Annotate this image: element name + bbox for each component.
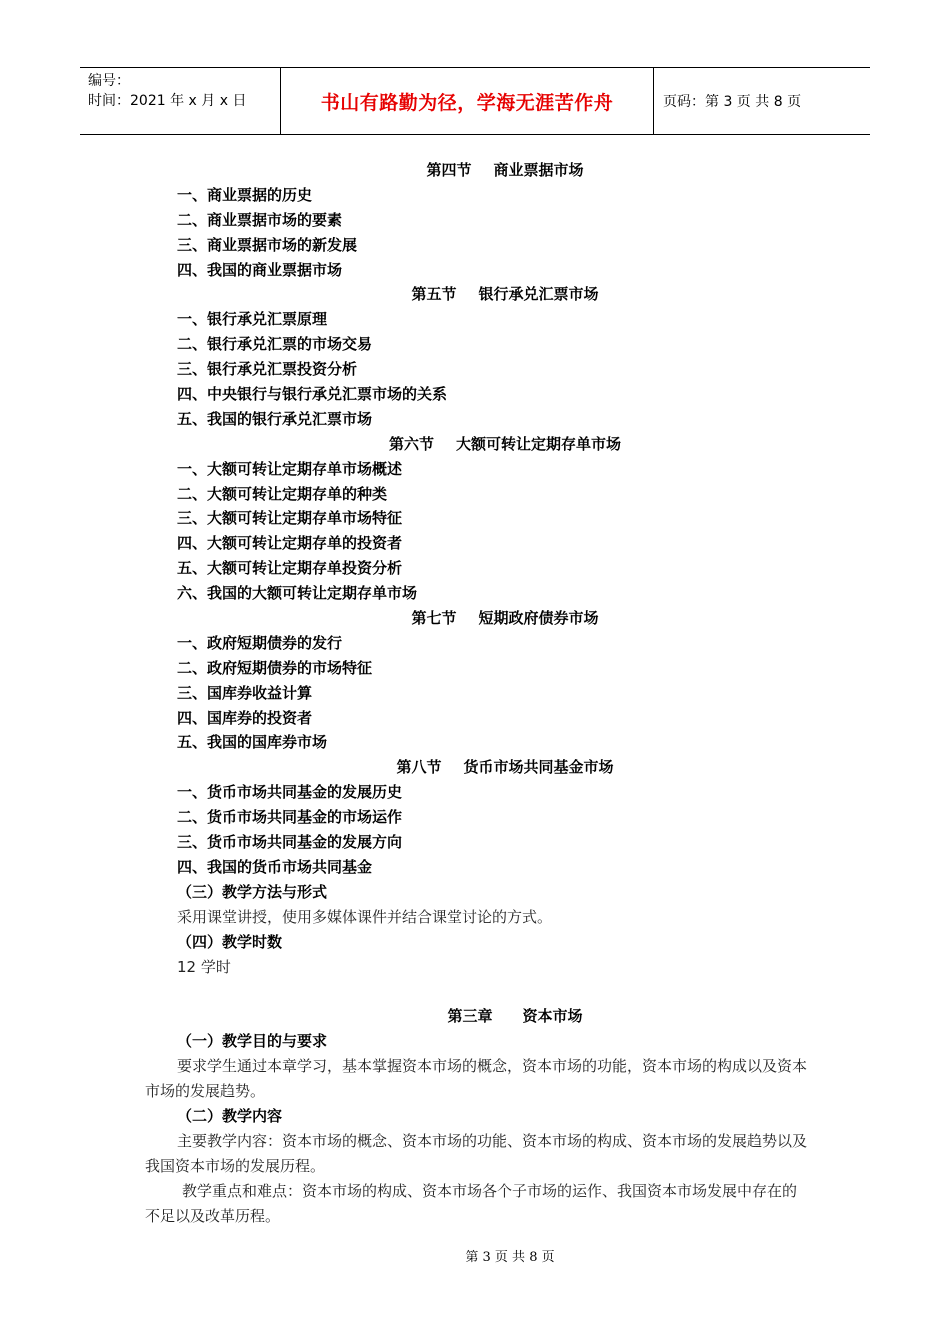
section-title — [0, 606, 950, 631]
content-heading: （二）教学内容 — [177, 1107, 283, 1126]
outline-item: 四、我国的货币市场共同基金 — [177, 857, 373, 876]
section-title — [0, 282, 950, 307]
section-number: 第八节 — [396, 758, 442, 777]
sections-list — [0, 158, 950, 880]
outline-item: 三、国库券收益计算 — [177, 683, 313, 702]
outline-item: 三、大额可转让定期存单市场特征 — [177, 509, 403, 528]
outline-item: 二、商业票据市场的要素 — [177, 210, 343, 229]
outline-item: 五、大额可转让定期存单投资分析 — [177, 559, 403, 578]
outline-item: 一、大额可转让定期存单市场概述 — [177, 459, 403, 478]
outline-item: 三、商业票据市场的新发展 — [177, 235, 358, 254]
section-name: 大额可转让定期存单市场 — [456, 434, 622, 453]
outline-item: 六、我国的大额可转让定期存单市场 — [177, 584, 418, 603]
code-label: 编号： — [88, 73, 130, 89]
outline-item: 三、银行承兑汇票投资分析 — [177, 360, 358, 379]
outline-item: 五、我国的银行承兑汇票市场 — [177, 409, 373, 428]
method-text: 采用课堂讲授，使用多媒体课件并结合课堂讨论的方式。 — [177, 907, 553, 926]
goal-text: 要求学生通过本章学习，基本掌握资本市场的概念，资本市场的功能，资本市场的构成以及资本市场的发展趋势。 — [145, 1057, 808, 1101]
method-heading: （三）教学方法与形式 — [177, 882, 328, 901]
page-footer: 第 3 页 共 8 页 — [465, 1250, 555, 1265]
section-name: 商业票据市场 — [493, 161, 584, 179]
outline-item: 一、商业票据的历史 — [177, 185, 313, 204]
header-meta — [80, 68, 281, 134]
time-label: 时间：2021 年 x 月 x 日 — [88, 93, 247, 109]
document-header — [80, 67, 870, 135]
goal-heading: （一）教学目的与要求 — [177, 1032, 328, 1051]
hours-heading: （四）教学时数 — [177, 932, 283, 951]
section-number: 第七节 — [411, 609, 457, 628]
key-points-text: 教学重点和难点：资本市场的构成、资本市场各个子市场的运作、我国资本市场发展中存在的不足以及改革历程。 — [145, 1182, 798, 1226]
header-motto: 书山有路勤为径，学海无涯苦作舟 — [281, 68, 654, 134]
section-title — [0, 158, 950, 183]
outline-item: 二、大额可转让定期存单的种类 — [177, 484, 388, 503]
section-number: 第六节 — [388, 434, 434, 453]
section-number: 第五节 — [411, 285, 457, 304]
section-title — [0, 432, 950, 457]
outline-item: 四、中央银行与银行承兑汇票市场的关系 — [177, 385, 448, 404]
outline-item: 二、银行承兑汇票的市场交易 — [177, 335, 373, 354]
section-name: 银行承兑汇票市场 — [478, 285, 599, 304]
section-name: 货币市场共同基金市场 — [463, 758, 614, 777]
section-number: 第四节 — [426, 161, 472, 179]
outline-item: 一、货币市场共同基金的发展历史 — [177, 783, 403, 802]
outline-item: 一、银行承兑汇票原理 — [177, 310, 328, 329]
header-page-info: 页码：第 3 页 共 8 页 — [663, 94, 802, 110]
outline-item: 四、国库券的投资者 — [177, 708, 313, 727]
document-body — [0, 158, 950, 1229]
outline-item: 四、大额可转让定期存单的投资者 — [177, 534, 403, 553]
content-text: 主要教学内容：资本市场的概念、资本市场的功能、资本市场的构成、资本市场的发展趋势以及我国资本市场的发展历程。 — [145, 1132, 808, 1176]
outline-item: 二、政府短期债券的市场特征 — [177, 658, 373, 677]
section-name: 短期政府债券市场 — [478, 609, 599, 628]
outline-item: 五、我国的国库券市场 — [177, 733, 328, 752]
hours-text: 12 学时 — [177, 957, 231, 976]
section-title — [0, 755, 950, 780]
chapter-title — [0, 1004, 950, 1029]
outline-item: 三、货币市场共同基金的发展方向 — [177, 833, 403, 852]
outline-item: 二、货币市场共同基金的市场运作 — [177, 808, 403, 827]
outline-item: 四、我国的商业票据市场 — [177, 260, 343, 279]
outline-item: 一、政府短期债券的发行 — [177, 633, 343, 652]
chapter-num: 第三章 — [447, 1007, 493, 1026]
chapter-name: 资本市场 — [522, 1007, 583, 1026]
